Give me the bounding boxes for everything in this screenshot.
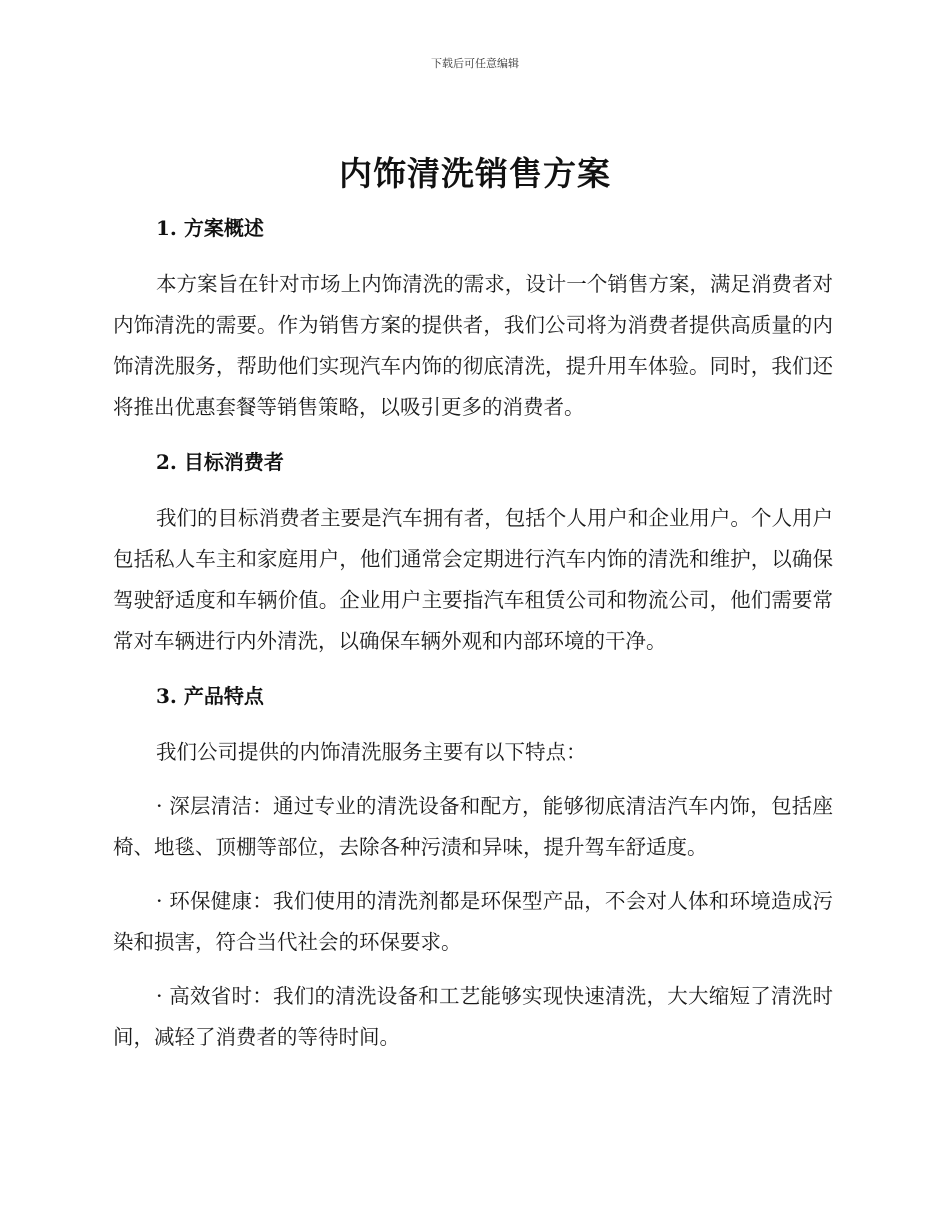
target-consumers-paragraph: 我们的目标消费者主要是汽车拥有者，包括个人用户和企业用户。个人用户包括私人车主和家庭用户，他们通常会定期进行汽车内饰的清洗和维护，以确保驾驶舒适度和车辆价值。企业用户主要指汽车租赁公司和物流公司，他们需要常常对车辆进行内外清洗，以确保车辆外观和内部环境的干净。 — [113, 506, 833, 653]
section-heading-target-consumers: 2. 目标消费者 — [156, 450, 284, 474]
document-body — [113, 196, 833, 1058]
document-title: 内饰清洗销售方案 — [339, 154, 611, 193]
feature-deep-clean: · 深层清洁：通过专业的清洗设备和配方，能够彻底清洁汽车内饰，包括座椅、地毯、顶棚等部位，去除各种污渍和异味，提升驾车舒适度。 — [113, 794, 833, 859]
section-heading-overview: 1. 方案概述 — [156, 216, 264, 240]
product-features-intro: 我们公司提供的内饰清洗服务主要有以下特点： — [156, 740, 587, 764]
section-heading-product-features: 3. 产品特点 — [156, 684, 264, 708]
header-note: 下载后可任意编辑 — [431, 57, 519, 70]
feature-eco-friendly: · 环保健康：我们使用的清洗剂都是环保型产品，不会对人体和环境造成污染和损害，符合当代社会的环保要求。 — [113, 889, 833, 954]
feature-time-saving: · 高效省时：我们的清洗设备和工艺能够实现快速清洗，大大缩短了清洗时间，减轻了消费者的等待时间。 — [113, 984, 833, 1049]
overview-paragraph: 本方案旨在针对市场上内饰清洗的需求，设计一个销售方案，满足消费者对内饰清洗的需要。作为销售方案的提供者，我们公司将为消费者提供高质量的内饰清洗服务，帮助他们实现汽车内饰的彻底清洗，提升用车体验。同时，我们还将推出优惠套餐等销售策略，以吸引更多的消费者。 — [113, 272, 833, 419]
